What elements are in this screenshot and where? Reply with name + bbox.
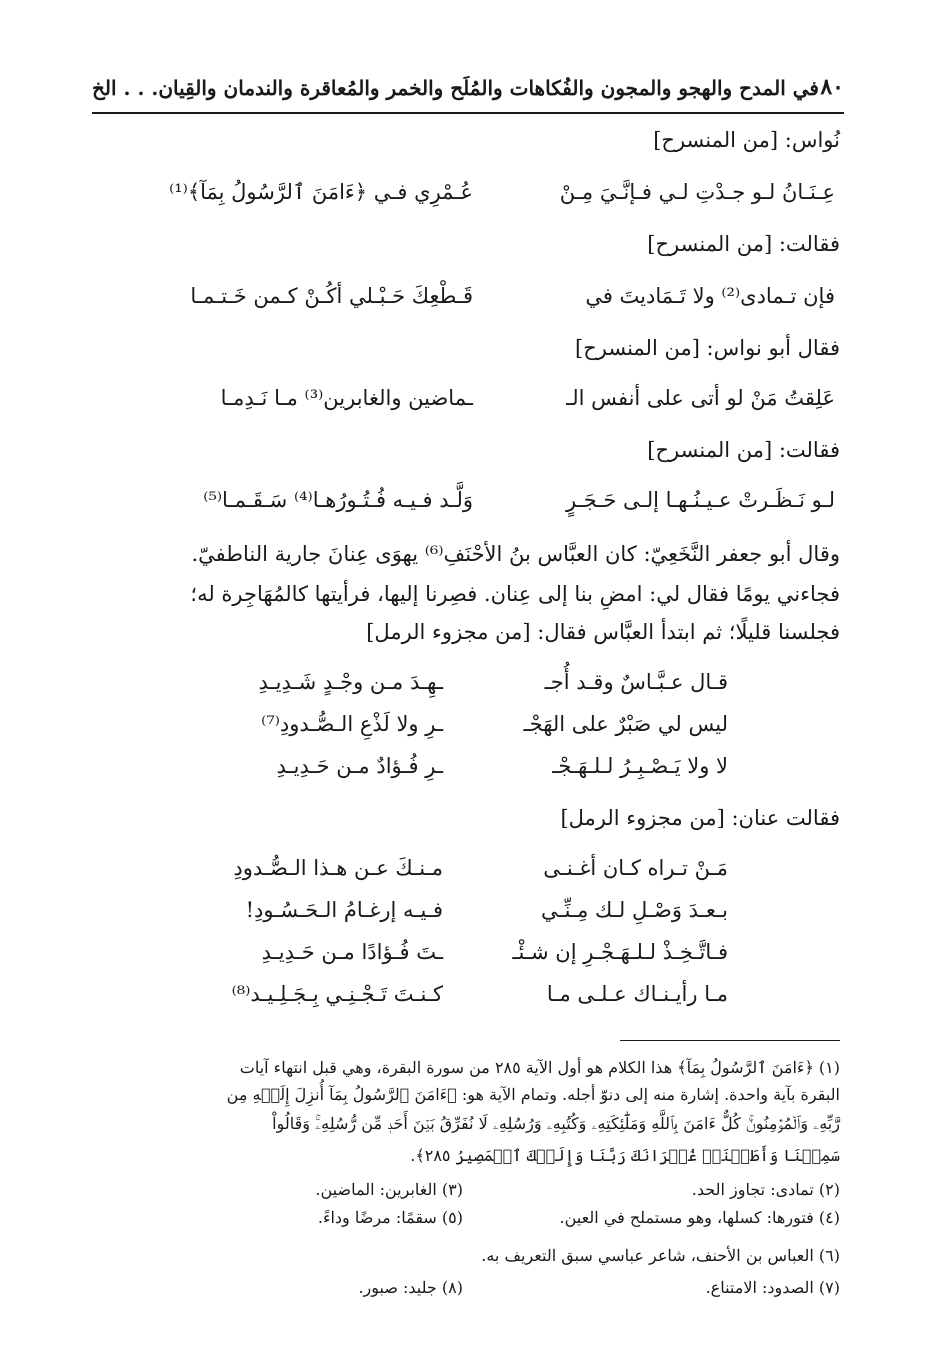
verse-hemistich-left: قَـطْعِكَ حَـبْـلي أكُـنْ كـمن خَـتـمـا (190, 284, 473, 308)
footnote-3: (٣) الغابرين: الماضين. (315, 1180, 463, 1199)
prose-line: وقال أبو جعفر النَّخَعِيّ: كان العبَّاس بنُ الأحْنَفِ⁽⁶⁾ يهوَى عِنانَ جارية الناطفيّ. (191, 542, 840, 566)
prose-line: فجلسنا قليلًا؛ ثم ابتدأ العبَّاس فقال: [من مجزوء الرمل] (366, 620, 840, 644)
verse-hemistich-left: عُـمْرِي فـي ﴿ءَامَنَ ٱلرَّسُولُ بِمَآ﴾⁽¹⁾ (169, 180, 473, 204)
footnote-7: (٧) الصدود: الامتناع. (705, 1278, 840, 1297)
verse-hemistich-right: عِـنَـانُ لـو جـدْتِ لـي فـإنَّـيَ مِـنْ (559, 180, 835, 204)
footnote-6: (٦) العباس بن الأحنف، شاعر عباسي سبق التعريف به. (481, 1246, 840, 1265)
footnote-4: (٤) فتورها: كسلها، وهو مستملح في العين. (559, 1208, 840, 1227)
meter-label: فقالت عنان: [من مجزوء الرمل] (560, 806, 840, 830)
meter-label: نُواس: [من المنسرح] (653, 128, 840, 152)
verse-hemistich-right: ليس لي صَبْرٌ على الهَجْـ (523, 712, 728, 736)
verse-hemistich-right: فإن تـمادى⁽²⁾ ولا تَـمَاديتَ في (585, 284, 835, 308)
verse-hemistich-right: لـو نَـظَـرتْ عـيـنُـهـا إلـى حَـجَـرٍ (565, 488, 835, 512)
verse-hemistich-right: لا ولا يَـصْـبِـرُ لـلـهَـجْـ (552, 754, 728, 778)
footnote-1-cont: رَّبِّهِۦ وَٱلۡمُؤۡمِنُونَۚ كُلٌّ ءَامَنَ بِٱللَّهِ وَمَلَٰٓئِكَتِهِۦ وَكُتُبِهِۦ وَرُسُلِهِۦ لَا نُفَرِّقُ بَيۡنَ أَحَدٖ مِّن رُّسُلِهِۦۚ وَقَالُواْ (272, 1114, 840, 1133)
verse-hemistich-right: فـاتَّـخِـذْ لـلـهَـجْـرِ إن شـئْـ (512, 940, 728, 964)
verse-hemistich-right: عَلِقتُ مَنْ لو أتى على أنفس الـ (566, 386, 835, 410)
meter-label: فقالت: [من المنسرح] (647, 232, 840, 256)
verse-hemistich-right: مَـنْ تـراه كـان أغـنـى (543, 856, 728, 880)
verse-hemistich-left: ـتَ فُـؤادًا مـن حَـدِيـدِ (261, 940, 443, 964)
verse-hemistich-right: بـعـدَ وَصْـلِ لـك مِـنِّـي (540, 898, 728, 922)
footnote-1-cont: سَمِعۡنَا وَأَطَعۡنَاۖ غُفۡرَانَكَ رَبَّنَا وَإِلَيۡكَ ٱلۡمَصِيرُ ٢٨٥﴾. (410, 1146, 840, 1165)
page-header (92, 68, 844, 114)
verse-hemistich-left: وَلَّـد فـيـه فُـتُـورُهـا⁽⁴⁾ سَـقَـمـا⁽⁵⁾ (203, 488, 473, 512)
footnote-1: (١) ﴿ءَامَنَ ٱلرَّسُولُ بِمَآ﴾ هذا الكلام هو أول الآية ٢٨٥ من سورة البقرة، وهي قبل انتهاء آيات (239, 1058, 840, 1077)
footnote-divider (620, 1040, 840, 1041)
running-title: في المدح والهجو والمجون والفُكاهات والمُلَح والخمر والمُعاقرة والندمان والقِيان. . . الخ (92, 76, 819, 100)
verse-hemistich-right: مـا رأيـنـاك عـلـى مـا (546, 982, 728, 1006)
verse-hemistich-left: ـهِـدَ مـن وجْـدٍ شَـدِيـدِ (258, 670, 443, 694)
verse-hemistich-left: مـنـكَ عـن هـذا الـصُّـدودِ (233, 856, 443, 880)
footnote-5: (٥) سقمًا: مرضًا وداءً. (317, 1208, 463, 1227)
page-number: ٨٠ (820, 74, 844, 100)
verse-hemistich-left: ـرِ فُـؤادٌ مـن حَـدِيـدِ (276, 754, 443, 778)
footnote-8: (٨) جليد: صبور. (358, 1278, 463, 1297)
verse-hemistich-right: قـال عـبَّـاسٌ وقـد أُجـ (544, 670, 728, 694)
verse-hemistich-left: ـماضين والغابرين⁽³⁾ مـا نَـدِمـا (220, 386, 473, 410)
verse-hemistich-left: فـيـه إرغـامُ الـحَـسُـودِ! (245, 898, 443, 922)
footnote-2: (٢) تمادى: تجاوز الحد. (691, 1180, 840, 1199)
meter-label: فقالت: [من المنسرح] (647, 438, 840, 462)
prose-line: فجاءني يومًا فقال لي: امضِ بنا إلى عِنان. فصِرنا إليها، فرأيتها كالمُهَاجِرة له؛ (190, 582, 840, 606)
verse-hemistich-left: ـرِ ولا لَذْعِ الـصُّـدودِ⁽⁷⁾ (261, 712, 443, 736)
footnote-1-cont: البقرة بآية واحدة. إشارة منه إلى دنوّ أجله. وتمام الآية هو: ﴿ءَامَنَ ٱلرَّسُولُ بِمَآ أُنزِلَ إِلَيۡهِ مِن (226, 1085, 840, 1104)
meter-label: فقال أبو نواس: [من المنسرح] (575, 336, 840, 360)
verse-hemistich-left: كـنـتَ تَـجْـنِـي بِـجَـلِـيـد⁽⁸⁾ (231, 982, 443, 1006)
